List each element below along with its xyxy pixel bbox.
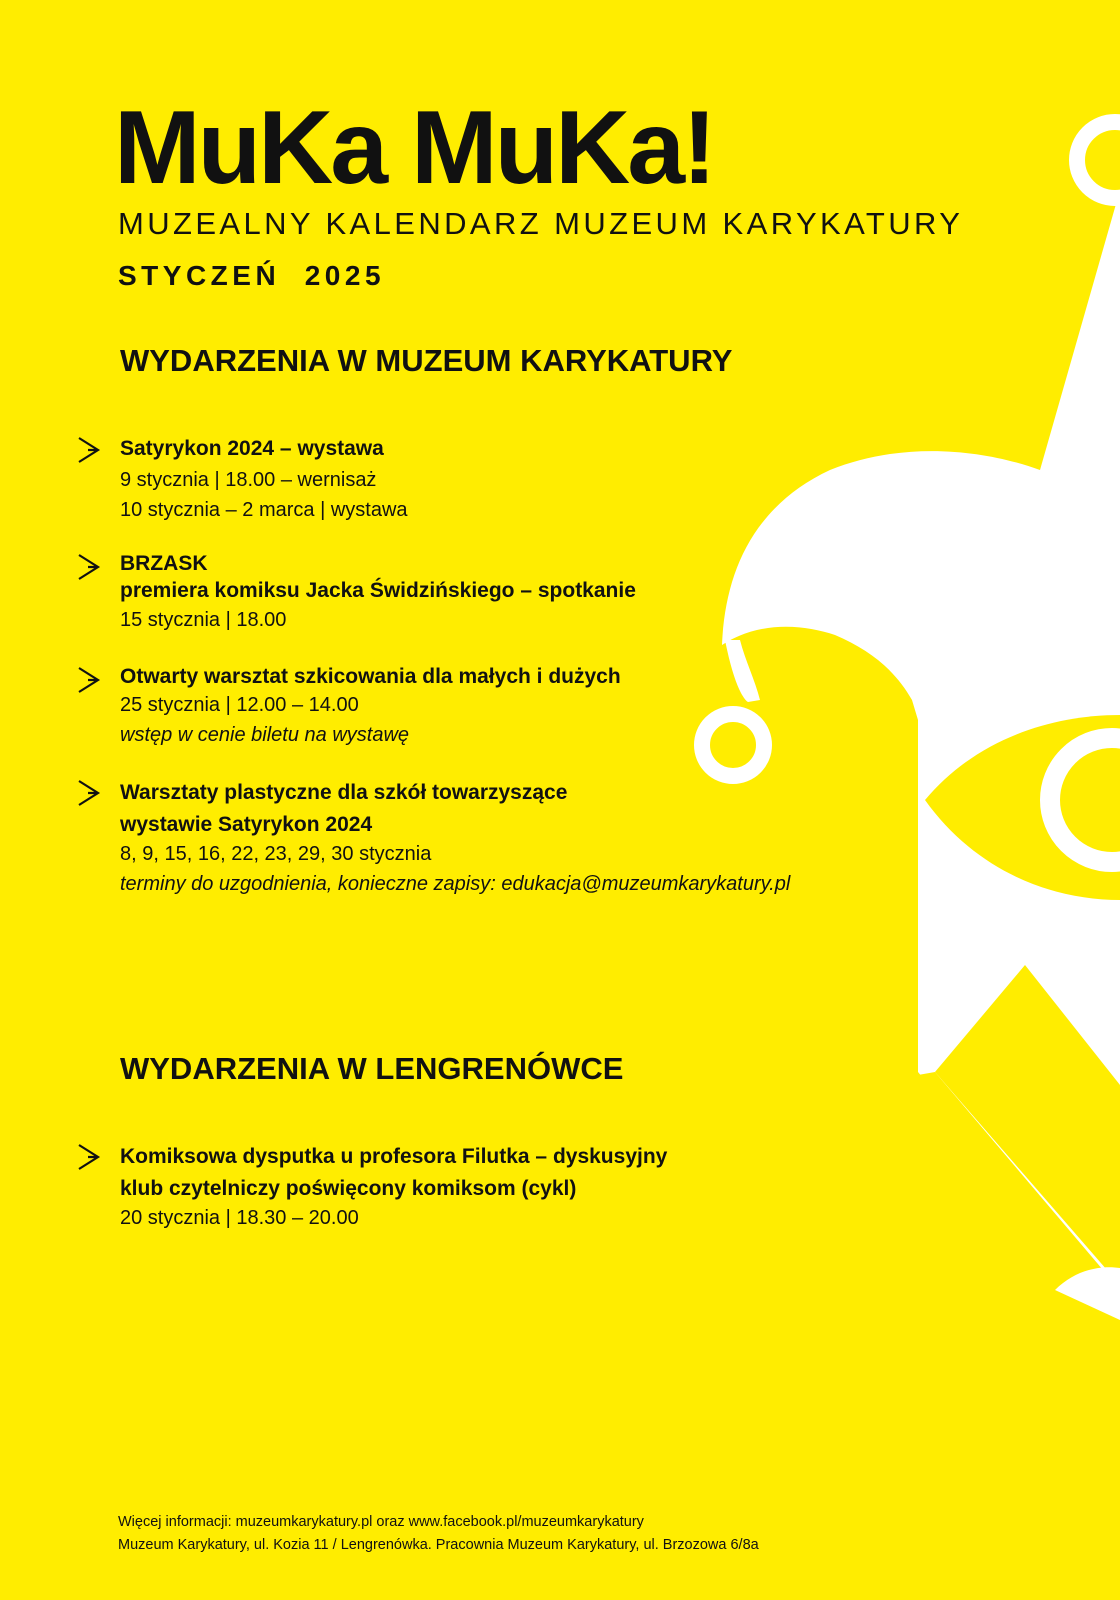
chevron-arrow-icon: [76, 666, 102, 694]
event-date: 25 stycznia | 12.00 – 14.00: [120, 694, 359, 717]
month-label: STYCZEŃ 2025: [118, 260, 386, 291]
event-note: terminy do uzgodnienia, konieczne zapisy: edukacja@muzeumkarykatury.pl: [120, 872, 791, 895]
footer-address-line: Muzeum Karykatury, ul. Kozia 11 / Lengrenówka. Pracownia Muzeum Karykatury, ul. Brzozowa 6/8a: [118, 1537, 759, 1553]
event-item: [120, 1140, 880, 1233]
event-title: Satyrykon 2024 – wystawa: [120, 437, 384, 460]
event-title: Komiksowa dysputka u profesora Filutka – dyskusyjny: [120, 1145, 668, 1168]
footer: [118, 1511, 759, 1557]
chevron-arrow-icon: [76, 553, 102, 581]
event-date: 10 stycznia – 2 marca | wystawa: [120, 498, 408, 521]
event-title: Warsztaty plastyczne dla szkół towarzyszące: [120, 781, 568, 804]
chevron-arrow-icon: [76, 436, 102, 464]
event-title: Otwarty warsztat szkicowania dla małych i dużych: [120, 665, 621, 688]
event-item: [120, 663, 880, 750]
event-title: BRZASK: [120, 552, 208, 575]
event-title: klub czytelniczy poświęcony komiksom (cykl): [120, 1176, 577, 1200]
footer-info-line: Więcej informacji: muzeumkarykatury.pl oraz www.facebook.pl/muzeumkarykatury: [118, 1514, 644, 1530]
event-date: 20 stycznia | 18.30 – 20.00: [120, 1206, 359, 1229]
event-item: [120, 550, 880, 635]
event-date: 9 stycznia | 18.00 – wernisaż: [120, 468, 377, 491]
event-item: [120, 433, 880, 525]
event-item: [120, 776, 880, 899]
event-date: 15 stycznia | 18.00: [120, 608, 287, 631]
chevron-arrow-icon: [76, 1143, 102, 1171]
page-title: MuKa MuKa!: [114, 90, 714, 206]
event-title: wystawie Satyrykon 2024: [120, 812, 373, 836]
chevron-arrow-icon: [76, 779, 102, 807]
event-date: 8, 9, 15, 16, 22, 23, 29, 30 stycznia: [120, 842, 432, 865]
event-title: premiera komiksu Jacka Świdzińskiego – spotkanie: [120, 579, 636, 603]
page-subtitle: MUZEALNY KALENDARZ MUZEUM KARYKATURY: [118, 206, 964, 241]
event-note: wstęp w cenie biletu na wystawę: [120, 724, 410, 747]
section-title-lengrenowka: WYDARZENIA W LENGRENÓWCE: [120, 1051, 624, 1086]
section-title-museum: WYDARZENIA W MUZEUM KARYKATURY: [120, 343, 733, 378]
